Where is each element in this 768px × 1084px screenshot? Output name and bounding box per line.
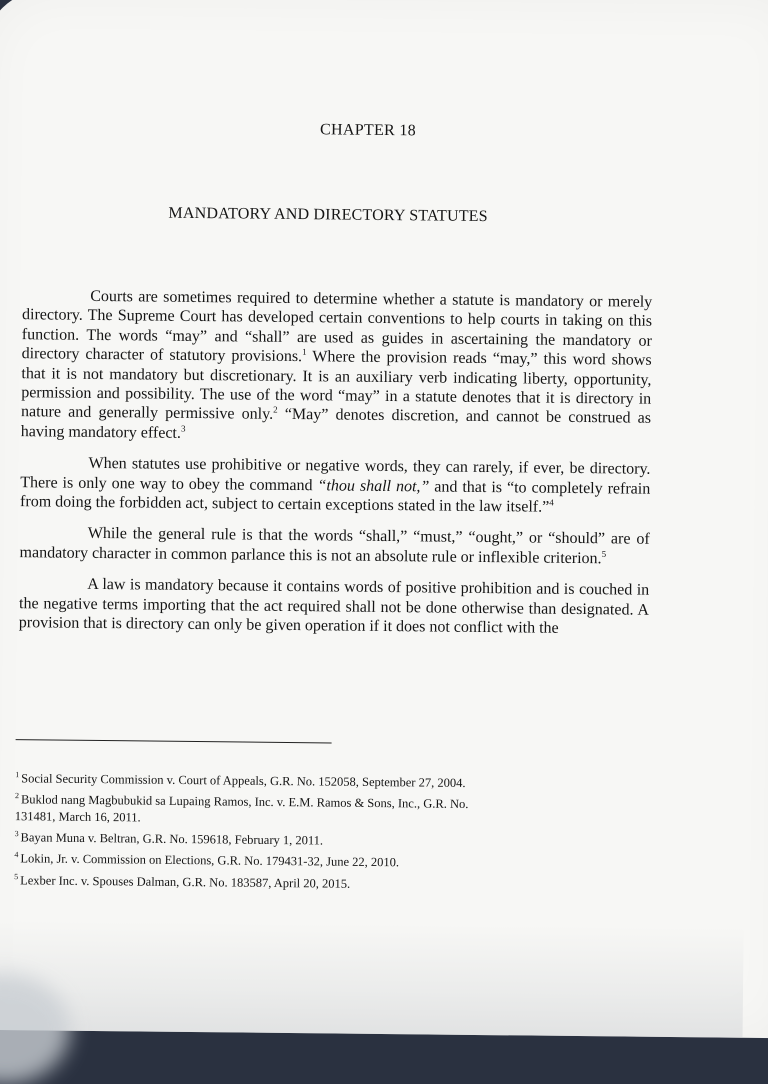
paragraph-3-text: While the general rule is that the words “shall,” “must,” “ought,” or “should” are of mandatory character in common parlance this is not an absolute rule or inflexible criterion. — [19, 525, 649, 567]
paragraph-4 — [19, 574, 650, 639]
footnote-ref-2: 2 — [273, 405, 278, 415]
footnote-ref-3: 3 — [181, 423, 186, 433]
footnote-number: 4 — [14, 851, 18, 860]
paragraph-2 — [20, 453, 651, 518]
footnote-number: 5 — [14, 872, 18, 881]
page-shadow — [0, 920, 744, 1038]
footnote-number: 3 — [15, 829, 19, 838]
footnote-text: Social Security Commission v. Court of Appeals, G.R. No. 152058, September 27, 2004. — [21, 771, 465, 790]
footnote-text: Lokin, Jr. v. Commission on Elections, G.R. No. 179431-32, June 22, 2010. — [20, 852, 399, 870]
paragraph-2-part-a: When statutes use prohibitive or negative words, they can rarely, if ever, be directory. There is only one way to obey the command — [20, 455, 650, 494]
body-text — [19, 286, 653, 639]
footnotes — [14, 766, 675, 896]
paragraph-1-part-c: “May” denotes discretion, and cannot be construed as having mandatory effect. — [21, 406, 651, 441]
chapter-heading: CHAPTER 18 — [0, 118, 752, 144]
footnote-ref-1: 1 — [302, 347, 307, 357]
footnote-number: 1 — [15, 770, 19, 779]
footnote-2-continued: 131481, March 16, 2011. — [15, 808, 675, 832]
footnote-text: Bayan Muna v. Beltran, G.R. No. 159618, February 1, 2011. — [21, 831, 324, 848]
paragraph-4-text: A law is mandatory because it contains words of positive prohibition and is couched in the negative terms importing that the act required shall not be done otherwise than designated. A provision that is directory can only be given operation if it does not conflict with the — [19, 576, 650, 637]
footnote-text: Buklod nang Magbubukid sa Lupaing Ramos, Inc. v. E.M. Ramos & Sons, Inc., G.R. No. — [21, 793, 469, 812]
paragraph-3 — [19, 524, 649, 569]
footnote-ref-5: 5 — [602, 549, 607, 559]
footnote-ref-4: 4 — [549, 497, 554, 507]
chapter-title: MANDATORY AND DIRECTORY STATUTES — [0, 203, 673, 228]
paragraph-1-part-b: Where the provision reads “may,” this word shows that it is not mandatory but discretionary. It is an auxiliary verb indicating liberty, opportunity, permission and possibility. The use of the word “may” in a statute denotes that it is directory in nature and generally permissive only. — [21, 348, 652, 423]
paragraph-1 — [21, 286, 653, 448]
paragraph-1-part-a: Courts are sometimes required to determine whether a statute is mandatory or merely directory. The Supreme Court has developed certain conventions to help courts in taking on this function. The words “may” and “shall” are used as guides in ascertaining the mandatory or directory character of statutory provisions. — [22, 288, 653, 365]
footnote-text: Lexber Inc. v. Spouses Dalman, G.R. No. 183587, April 20, 2015. — [20, 873, 350, 890]
footnote-number: 2 — [15, 791, 19, 800]
paragraph-2-part-b: and that is “to completely refrain from doing the forbidden act, subject to certain exceptions stated in the law itself.” — [20, 478, 650, 516]
footnote-divider — [16, 739, 332, 743]
paragraph-2-italic: “thou shall not,” — [317, 477, 429, 495]
